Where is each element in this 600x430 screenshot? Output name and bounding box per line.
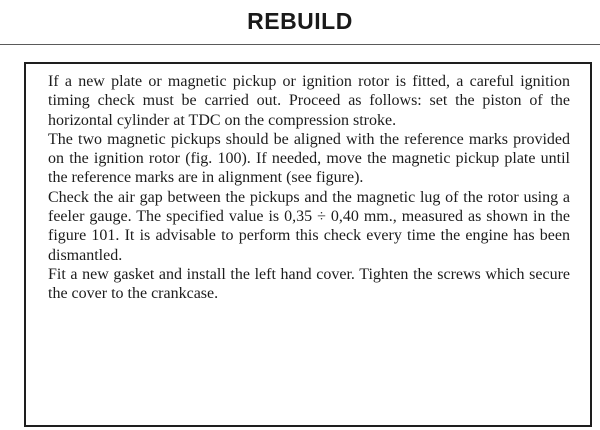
page-header	[0, 0, 600, 46]
paragraph-pickup-alignment: The two magnetic pickups should be aligned with the reference marks provided on the ignition rotor (fig. 100). If needed, move the magnetic pickup plate until the reference marks are in alignment (see figure).	[48, 130, 570, 187]
paragraph-timing-check: If a new plate or magnetic pickup or ignition rotor is fitted, a careful ignition timing check must be carried out. Proceed as follows: set the piston of the horizontal cylinder at TDC on the compression stroke.	[48, 73, 570, 129]
paragraph-air-gap: Check the air gap between the pickups and the magnetic lug of the rotor using a feeler gauge. The specified value is 0,35 ÷ 0,40 mm., measured as shown in the figure 101. It is advisable to perform this check every time the engine has been dismantled.	[48, 188, 570, 264]
paragraph-cover-install: Fit a new gasket and install the left hand cover. Tighten the screws which secure the cover to the crankcase.	[48, 265, 570, 303]
section-title: REBUILD	[247, 8, 353, 34]
instruction-text	[48, 72, 570, 304]
header-divider	[0, 44, 600, 45]
